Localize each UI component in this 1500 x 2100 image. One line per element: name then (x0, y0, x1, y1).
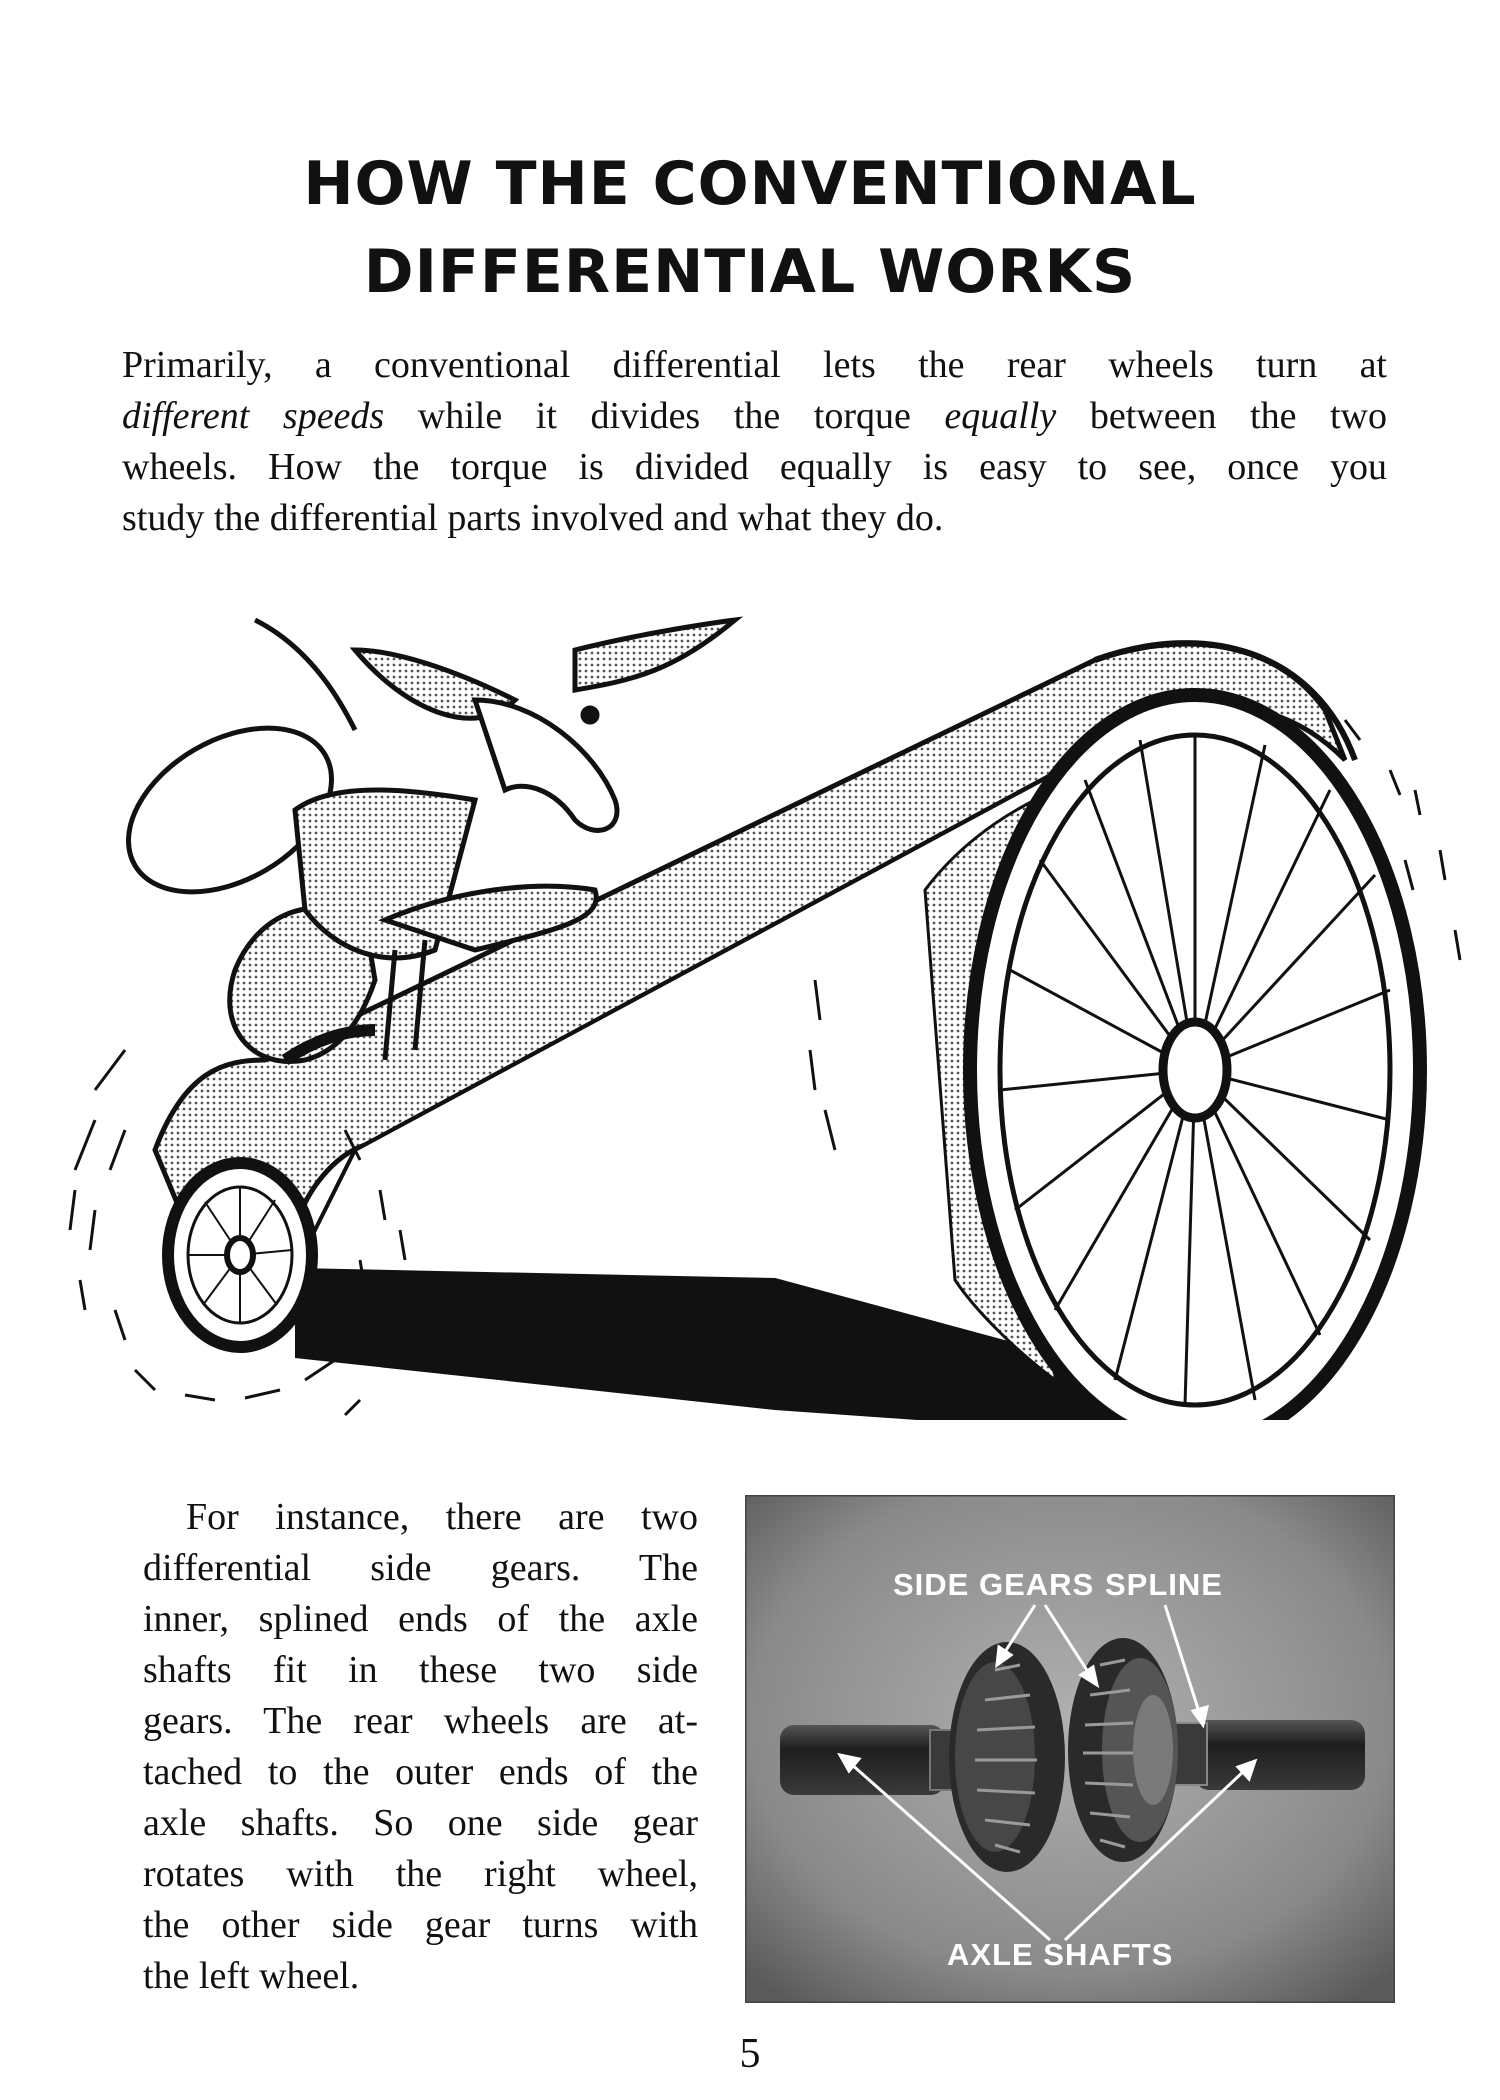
differential-gears-photo (745, 1495, 1395, 2003)
body-line: For instance, there are two (186, 1496, 698, 1538)
intro-line-2-end: between the two (1056, 395, 1387, 437)
spline-label: SPLINE (1105, 1567, 1223, 1602)
intro-line-3: wheels. How the torque is divided equally is easy to see, once you (122, 446, 1387, 488)
intro-line-1: Primarily, a conventional differential lets the rear wheels turn at (122, 344, 1387, 386)
body-paragraph (143, 1492, 698, 2002)
left-axle-shaft (780, 1725, 945, 1795)
left-side-gear (949, 1642, 1065, 1872)
body-line: the other side gear turns with (143, 1904, 698, 1946)
intro-paragraph (122, 340, 1387, 544)
intro-emphasis-different-speeds: different speeds (122, 395, 385, 437)
small-wheel-icon (168, 1163, 312, 1347)
body-line: differential side gears. The (143, 1547, 698, 1589)
body-line: rotates with the right wheel, (143, 1853, 698, 1895)
body-line: gears. The rear wheels are at- (143, 1700, 698, 1742)
page-number: 5 (739, 2031, 761, 2077)
intro-emphasis-equally: equally (944, 395, 1057, 437)
intro-line-4: study the differential parts involved and what they do. (122, 497, 944, 539)
body-line: inner, splined ends of the axle (143, 1598, 698, 1640)
large-wheel-icon (970, 695, 1420, 1420)
page-title (0, 140, 1500, 316)
cartoon-dog-on-belt-drive-icon (55, 590, 1475, 1420)
axle-shafts-label: AXLE SHAFTS (947, 1937, 1174, 1972)
body-line: tached to the outer ends of the (143, 1751, 698, 1793)
body-line: shafts fit in these two side (143, 1649, 698, 1691)
intro-line-2 (122, 391, 1387, 442)
page-title-line-2: DIFFERENTIAL WORKS (363, 237, 1137, 307)
intro-line-2-middle: while it divides the torque (384, 395, 945, 437)
right-axle-shaft (1195, 1720, 1365, 1790)
side-gears-label: SIDE GEARS (893, 1567, 1095, 1602)
page-title-line-1: HOW THE CONVENTIONAL (303, 149, 1197, 219)
body-line: the left wheel. (143, 1955, 360, 1997)
body-line: axle shafts. So one side gear (143, 1802, 698, 1844)
